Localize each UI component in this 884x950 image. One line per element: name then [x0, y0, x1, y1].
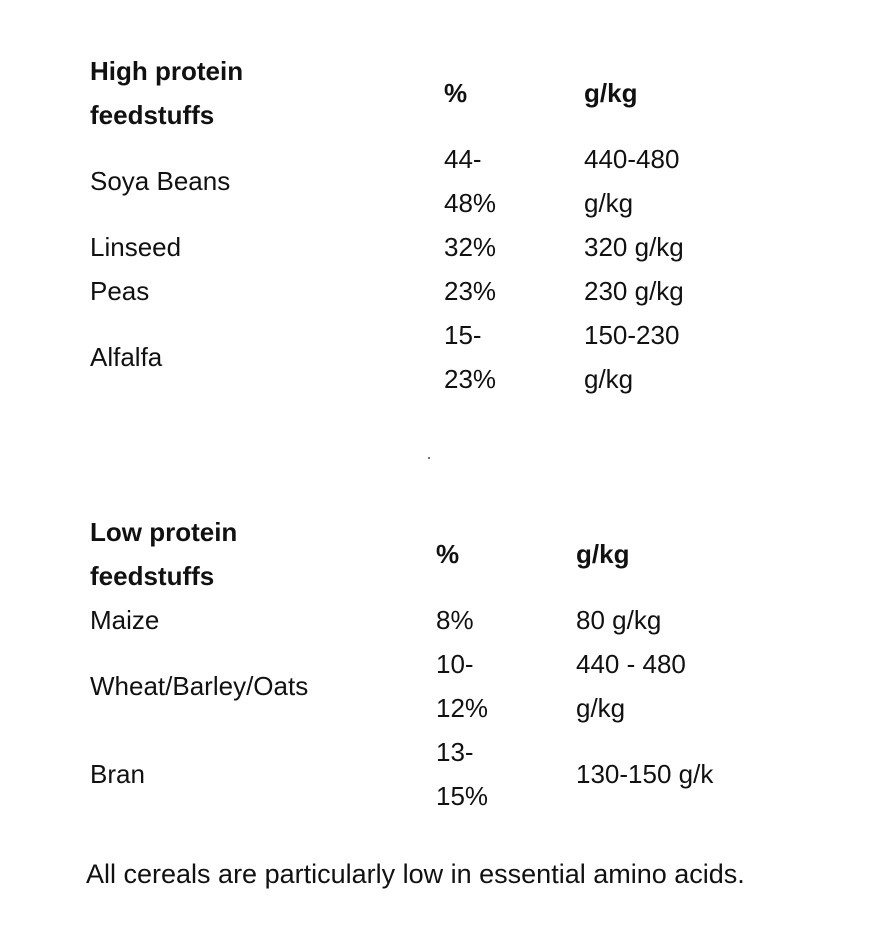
row-name: Alfalfa — [90, 342, 163, 372]
row-gkg: 130-150 g/k — [576, 759, 714, 789]
table-row — [90, 225, 830, 269]
row-name: Wheat/Barley/Oats — [90, 671, 309, 701]
table-row — [90, 269, 830, 313]
header-feedstuff: High protein feedstuffs — [90, 56, 244, 130]
row-gkg: 440 - 480 g/kg — [576, 649, 686, 723]
row-percent: 32% — [444, 232, 497, 262]
row-percent: 8% — [436, 605, 474, 635]
table-header-row — [90, 49, 830, 137]
row-percent: 23% — [444, 276, 497, 306]
header-gkg: g/kg — [576, 539, 630, 569]
row-gkg: 320 g/kg — [584, 232, 684, 262]
table-row — [90, 313, 830, 401]
row-percent: 15- 23% — [444, 320, 497, 394]
table-row — [90, 598, 830, 642]
row-gkg: 150-230 g/kg — [584, 320, 680, 394]
table-row — [90, 730, 830, 818]
high-protein-table — [90, 49, 830, 409]
row-gkg: 230 g/kg — [584, 276, 684, 306]
header-feedstuff: Low protein feedstuffs — [90, 517, 238, 591]
header-percent: % — [444, 78, 468, 108]
footnote: All cereals are particularly low in essential amino acids. — [86, 859, 745, 889]
stray-dot — [428, 457, 430, 459]
row-name: Bran — [90, 759, 145, 789]
row-name: Maize — [90, 605, 160, 635]
row-name: Peas — [90, 276, 150, 306]
row-percent: 13- 15% — [436, 737, 489, 811]
header-percent: % — [436, 539, 460, 569]
header-gkg: g/kg — [584, 78, 638, 108]
row-percent: 10- 12% — [436, 649, 489, 723]
table-row — [90, 137, 830, 225]
row-name: Linseed — [90, 232, 182, 262]
table-header-row — [90, 510, 830, 598]
row-gkg: 440-480 g/kg — [584, 144, 680, 218]
table-row — [90, 642, 830, 730]
row-name: Soya Beans — [90, 166, 231, 196]
row-percent: 44- 48% — [444, 144, 497, 218]
row-gkg: 80 g/kg — [576, 605, 662, 635]
low-protein-table — [90, 510, 830, 830]
